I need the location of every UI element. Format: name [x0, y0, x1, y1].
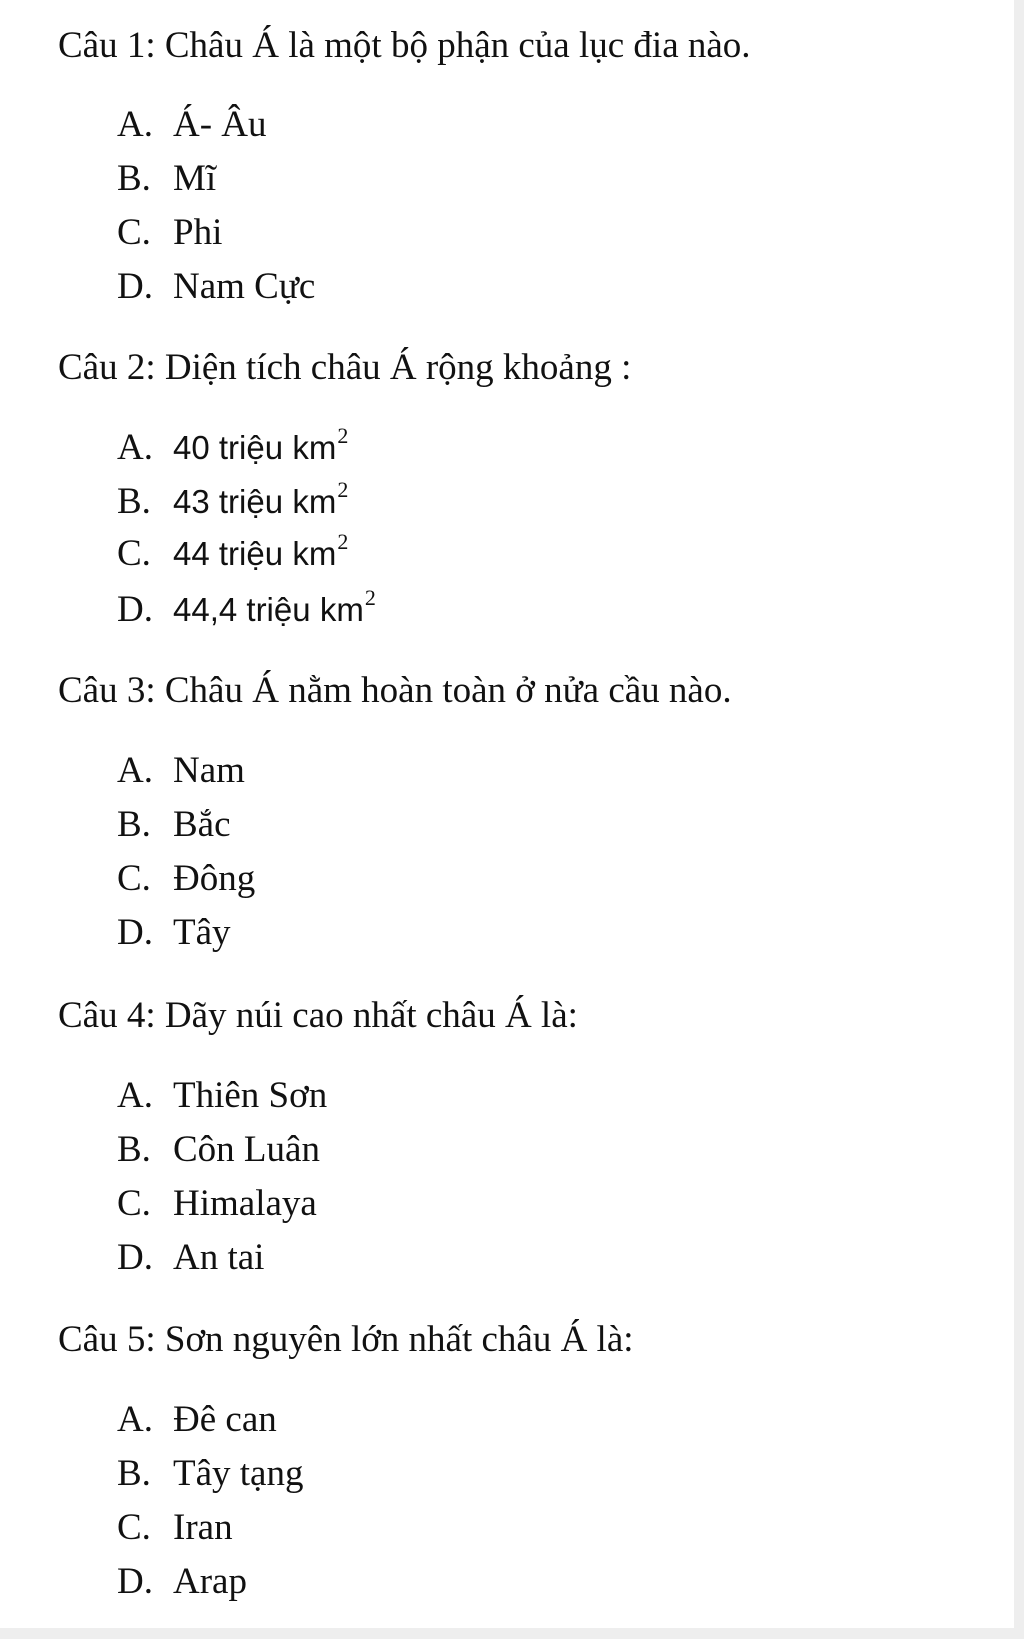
option-letter: D. — [117, 589, 153, 630]
option-text: 44 triệu — [173, 535, 284, 572]
option-text: An tai — [173, 1237, 265, 1278]
option-letter: A. — [117, 750, 153, 791]
option-letter: C. — [117, 1507, 151, 1548]
option-text: Tây — [173, 912, 231, 953]
option-unit: km — [292, 429, 337, 466]
question-5-option-b — [117, 1452, 303, 1496]
option-unit-exponent: 2 — [337, 477, 349, 502]
question-2-option-a — [117, 423, 349, 474]
option-text: 44,4 triệu — [173, 591, 311, 628]
question-1-text: Câu 1: Châu Á là một bộ phận của lục đia nào. — [58, 25, 751, 66]
question-5-text: Câu 5: Sơn nguyên lớn nhất châu Á là: — [58, 1319, 634, 1360]
option-letter: D. — [117, 1237, 153, 1278]
option-text: Arap — [173, 1561, 247, 1602]
option-text: 40 triệu — [173, 429, 284, 466]
question-5-option-d — [117, 1560, 247, 1604]
option-letter: C. — [117, 533, 151, 574]
question-3-option-b — [117, 803, 231, 847]
option-text: Thiên Sơn — [173, 1075, 328, 1116]
option-text: Nam Cực — [173, 266, 316, 307]
option-text: Iran — [173, 1507, 233, 1548]
option-letter: A. — [117, 1075, 153, 1116]
option-letter: B. — [117, 481, 151, 522]
question-5-option-a — [117, 1398, 277, 1442]
option-letter: A. — [117, 427, 153, 468]
option-letter: C. — [117, 212, 151, 253]
question-4-option-c — [117, 1182, 317, 1226]
question-4-option-d — [117, 1236, 264, 1280]
option-letter: B. — [117, 1453, 151, 1494]
option-text: Côn Luân — [173, 1129, 320, 1170]
option-unit-exponent: 2 — [337, 423, 349, 448]
option-letter: A. — [117, 104, 153, 145]
option-letter: B. — [117, 158, 151, 199]
question-4-option-a — [117, 1074, 327, 1118]
question-2-option-c — [117, 529, 349, 580]
option-letter: D. — [117, 912, 153, 953]
option-text: Á- Âu — [173, 104, 267, 145]
question-1-option-d — [117, 265, 315, 309]
question-2-option-b — [117, 477, 349, 528]
option-letter: C. — [117, 858, 151, 899]
question-3-option-a — [117, 749, 245, 793]
question-3-option-d — [117, 911, 231, 955]
question-1-option-b — [117, 157, 216, 201]
option-text: Mĩ — [173, 158, 217, 199]
option-text: 43 triệu — [173, 483, 284, 520]
option-text: Tây tạng — [173, 1453, 304, 1494]
question-4-text: Câu 4: Dãy núi cao nhất châu Á là: — [58, 995, 578, 1036]
option-letter: B. — [117, 804, 151, 845]
question-3-option-c — [117, 857, 255, 901]
option-text: Đê can — [173, 1399, 277, 1440]
option-text: Nam — [173, 750, 245, 791]
option-unit: km — [292, 535, 337, 572]
option-unit: km — [319, 591, 364, 628]
option-letter: D. — [117, 266, 153, 307]
question-4-option-b — [117, 1128, 320, 1172]
question-1-option-a — [117, 103, 267, 147]
option-letter: A. — [117, 1399, 153, 1440]
option-text: Phi — [173, 212, 223, 253]
question-1-option-c — [117, 211, 222, 255]
question-3-text: Câu 3: Châu Á nằm hoàn toàn ở nửa cầu nào. — [58, 670, 732, 711]
option-unit-exponent: 2 — [364, 585, 376, 610]
option-unit-exponent: 2 — [337, 529, 349, 554]
option-unit: km — [292, 483, 337, 520]
question-5-option-c — [117, 1506, 233, 1550]
option-letter: D. — [117, 1561, 153, 1602]
option-letter: B. — [117, 1129, 151, 1170]
option-letter: C. — [117, 1183, 151, 1224]
question-2-option-d — [117, 585, 376, 636]
option-text: Đông — [173, 858, 256, 899]
option-text: Bắc — [173, 804, 231, 845]
option-text: Himalaya — [173, 1183, 317, 1224]
question-2-text: Câu 2: Diện tích châu Á rộng khoảng : — [58, 347, 632, 388]
